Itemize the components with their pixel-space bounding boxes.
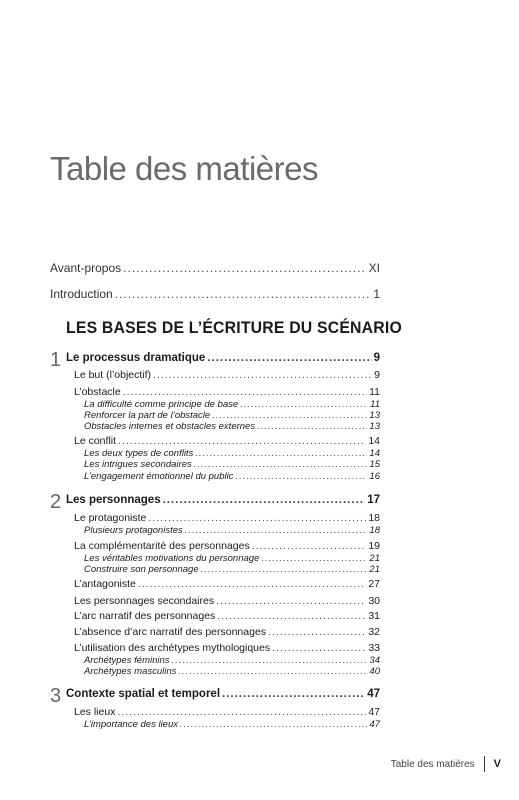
toc-entry-label: La complémentarité des personnages (74, 540, 250, 552)
toc-entry-label: L’importance des lieux (84, 719, 178, 730)
leader-dots (261, 553, 367, 564)
leader-dots (180, 719, 367, 730)
toc-section[interactable] (74, 512, 380, 524)
toc-entry-label: L’arc narratif des personnages (74, 610, 216, 622)
leader-dots (195, 448, 367, 459)
toc-section[interactable] (74, 540, 380, 552)
chapter-number: 2 (50, 491, 62, 513)
toc-entry-label: Les deux types de conflits (84, 448, 194, 459)
toc-entry-page: 31 (368, 610, 380, 622)
toc-subsection[interactable] (84, 666, 380, 677)
toc-entry-label: Introduction (50, 287, 113, 301)
toc-entry-page: 33 (368, 642, 380, 654)
toc-entry-page: 11 (370, 399, 380, 410)
toc-subsection[interactable] (84, 410, 380, 421)
leader-dots (148, 512, 366, 524)
toc-section[interactable] (74, 386, 380, 398)
toc-chapter-title: Le processus dramatique (66, 352, 206, 364)
toc-entry-label: Plusieurs protagonistes (84, 525, 183, 536)
toc-subsection[interactable] (84, 719, 380, 730)
leader-dots (194, 459, 368, 470)
toc-entry-label: Obstacles internes et obstacles externes (84, 421, 256, 432)
toc-entry-page: 47 (369, 719, 380, 730)
leader-dots (153, 369, 372, 381)
toc-entry-page: 11 (369, 386, 380, 398)
footer-divider (484, 756, 485, 772)
leader-dots (235, 471, 367, 482)
toc-entry-page: 18 (368, 512, 380, 524)
leader-dots (240, 399, 368, 410)
leader-dots (222, 688, 365, 700)
leader-dots (217, 610, 366, 622)
toc-entry-label: Les lieux (74, 706, 116, 718)
toc-subsection[interactable] (84, 655, 380, 666)
toc-entry-label: Le protagoniste (74, 512, 147, 524)
toc-entry-front[interactable] (50, 261, 380, 275)
toc-entry-page: 19 (368, 540, 380, 552)
toc-subsection[interactable] (84, 553, 380, 564)
leader-dots (115, 287, 372, 301)
toc-entry-page: 15 (369, 459, 380, 470)
toc-chapter-title: Contexte spatial et temporel (66, 688, 221, 700)
toc-entry-page: 18 (369, 525, 380, 536)
toc-entry-label: L’engagement émotionnel du public (84, 471, 234, 482)
toc-entry-page: 34 (369, 655, 380, 666)
toc-section[interactable] (74, 435, 380, 447)
toc-entry-page: 32 (368, 626, 380, 638)
leader-dots (252, 540, 367, 552)
toc-entry-page: 21 (369, 564, 380, 575)
chapter-number: 1 (50, 349, 62, 371)
leader-dots (185, 525, 368, 536)
toc-section[interactable] (74, 369, 380, 381)
page-title: Table des matières (50, 150, 318, 187)
leader-dots (138, 578, 366, 590)
toc-entry-page: 16 (369, 471, 380, 482)
toc-entry-page: 27 (368, 578, 380, 590)
footer-label: Table des matières (390, 758, 475, 770)
leader-dots (123, 261, 367, 275)
leader-dots (118, 435, 366, 447)
leader-dots (268, 626, 366, 638)
toc-section[interactable] (74, 595, 380, 607)
toc-entry-page: 14 (368, 435, 380, 447)
toc-entry-label: L’utilisation des archétypes mythologiques (74, 642, 271, 654)
toc-entry-label: Le but (l’objectif) (74, 369, 152, 381)
toc-subsection[interactable] (84, 421, 380, 432)
toc-entry-front[interactable] (50, 287, 380, 301)
toc-chapter-page: 47 (367, 688, 380, 700)
toc-subsection[interactable] (84, 448, 380, 459)
toc-entry-label: Archétypes masculins (84, 666, 177, 677)
toc-entry-page: 21 (369, 553, 380, 564)
toc-section[interactable] (74, 610, 380, 622)
toc-chapter-title: Les personnages (66, 494, 161, 506)
toc-section[interactable] (74, 626, 380, 638)
toc-section[interactable] (74, 578, 380, 590)
toc-entry-label: L’obstacle (74, 386, 121, 398)
toc-entry-page: 14 (369, 448, 380, 459)
toc-entry-page: XI (368, 261, 380, 275)
leader-dots (216, 595, 366, 607)
toc-entry-label: Les personnages secondaires (74, 595, 215, 607)
leader-dots (117, 706, 366, 718)
leader-dots (212, 410, 367, 421)
toc-entry-label: Les intrigues secondaires (84, 459, 192, 470)
toc-subsection[interactable] (84, 525, 380, 536)
footer-page-number: V (493, 758, 501, 770)
leader-dots (257, 421, 367, 432)
toc-entry-label: L’antagoniste (74, 578, 136, 590)
leader-dots (207, 352, 371, 364)
toc-entry-page: 47 (368, 706, 380, 718)
toc-entry-page: 30 (368, 595, 380, 607)
toc-chapter[interactable] (66, 688, 380, 700)
toc-entry-page: 1 (373, 287, 380, 301)
leader-dots (123, 386, 367, 398)
toc-subsection[interactable] (84, 399, 380, 410)
toc-subsection[interactable] (84, 471, 380, 482)
toc-entry-label: Le conflit (74, 435, 117, 447)
toc-entry-page: 9 (374, 369, 380, 381)
toc-entry-label: Construire son personnage (84, 564, 199, 575)
leader-dots (201, 564, 368, 575)
leader-dots (163, 494, 366, 506)
toc-entry-page: 13 (369, 410, 380, 421)
toc-chapter[interactable] (66, 494, 380, 506)
chapter-number: 3 (50, 685, 62, 707)
toc-entry-label: La difficulté comme principe de base (84, 399, 239, 410)
toc-entry-label: Avant-propos (50, 261, 122, 275)
toc-chapter[interactable] (66, 352, 380, 364)
leader-dots (172, 655, 368, 666)
part-title: LES BASES DE L’ÉCRITURE DU SCÉNARIO (66, 318, 402, 337)
toc-entry-label: Renforcer la part de l’obstacle (84, 410, 211, 421)
toc-entry-label: Les véritables motivations du personnage (84, 553, 260, 564)
leader-dots (272, 642, 366, 654)
toc-chapter-page: 17 (367, 494, 380, 506)
toc-entry-label: L’absence d’arc narratif des personnages (74, 626, 267, 638)
toc-chapter-page: 9 (373, 352, 380, 364)
toc-section[interactable] (74, 706, 380, 718)
leader-dots (178, 666, 367, 677)
page-footer (391, 756, 501, 772)
toc-entry-page: 13 (369, 421, 380, 432)
toc-entry-label: Archétypes féminins (84, 655, 170, 666)
toc-entry-page: 40 (369, 666, 380, 677)
toc-section[interactable] (74, 642, 380, 654)
toc-subsection[interactable] (84, 459, 380, 470)
toc-subsection[interactable] (84, 564, 380, 575)
